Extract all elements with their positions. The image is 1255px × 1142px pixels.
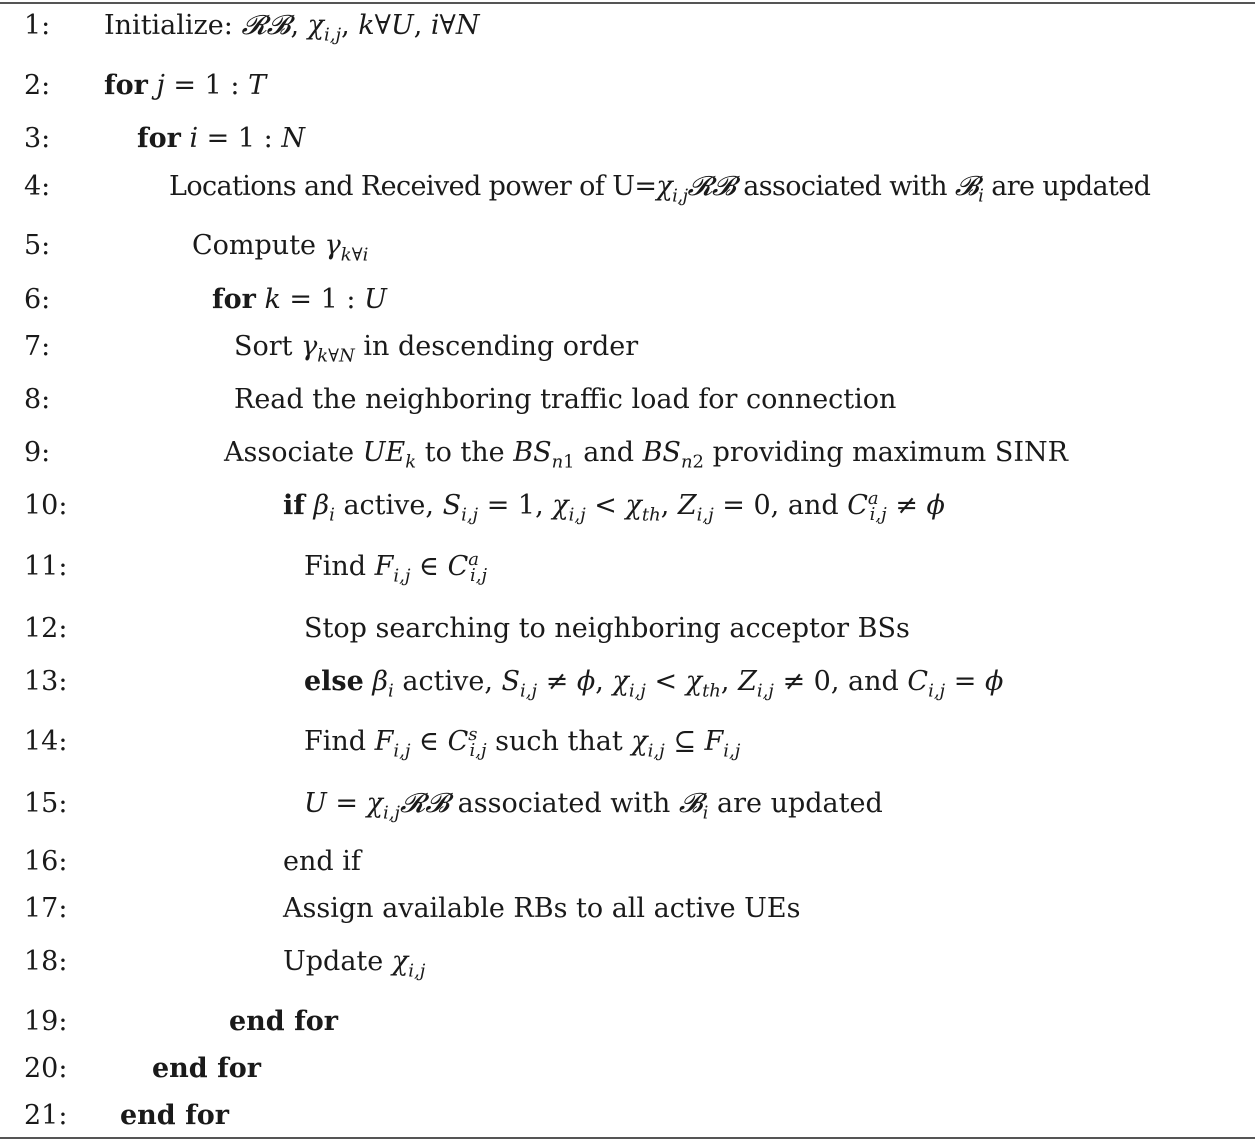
line-content: end if [283, 846, 361, 877]
line-number: 9: [24, 437, 51, 468]
algorithm-line-21 [0, 1094, 1255, 1138]
line-number: 15: [24, 788, 68, 819]
line-number: 7: [24, 331, 51, 362]
line-content: Compute $\gamma_{k\forall i}$ [192, 230, 369, 266]
line-number: 10: [24, 490, 68, 521]
line-number: 17: [24, 893, 68, 924]
algorithm-line-7 [0, 325, 1255, 369]
line-number: 16: [24, 846, 68, 877]
line-number: 13: [24, 666, 68, 697]
line-content: end for [152, 1053, 261, 1084]
line-content: for k = 1 : U [212, 284, 387, 315]
line-number: 21: [24, 1100, 68, 1131]
line-content: end for [229, 1006, 338, 1037]
line-content: Initialize: 𝓡𝓑, $\chi_{i,j}$, k∀U, i∀N [104, 10, 480, 46]
line-number: 6: [24, 284, 51, 315]
line-number: 20: [24, 1053, 68, 1084]
algorithm-line-20 [0, 1047, 1255, 1091]
line-number: 2: [24, 70, 51, 101]
line-content: Find $F_{i,j}$ ∈ $C^a_{i,j}$ [304, 549, 488, 587]
line-number: 3: [24, 123, 51, 154]
line-content: Update $\chi_{i,j}$ [283, 946, 426, 982]
algorithm-line-15 [0, 782, 1255, 826]
bottom-rule [0, 1137, 1255, 1139]
line-number: 11: [24, 551, 68, 582]
line-content: for i = 1 : N [137, 123, 305, 154]
algorithm-line-14 [0, 720, 1255, 764]
algorithm-line-16 [0, 840, 1255, 884]
algorithm-line-10 [0, 484, 1255, 528]
line-content: Read the neighboring traffic load for connection [234, 384, 897, 415]
line-content: end for [120, 1100, 229, 1131]
algorithm-line-17 [0, 887, 1255, 931]
line-content: else $\beta_i$ active, $S_{i,j} \ne \phi$, $\chi_{i,j} < \chi_{th}$, $Z_{i,j} \ne 0$, and $C_{i,j} = \phi$ [304, 666, 1004, 702]
algorithm-line-11 [0, 545, 1255, 589]
line-number: 8: [24, 384, 51, 415]
line-content: Find $F_{i,j}$ ∈ $C^s_{i,j}$ such that $\chi_{i,j}$ ⊆ $F_{i,j}$ [304, 724, 741, 762]
algorithm-line-2 [0, 64, 1255, 108]
algorithm-line-1 [0, 4, 1255, 48]
algorithm-line-19 [0, 1000, 1255, 1044]
line-content: $U = \chi_{i,j}𝓡𝓑$ associated with 𝓑$_i$ are updated [304, 788, 883, 824]
line-number: 1: [24, 10, 51, 41]
algorithm-line-4 [0, 165, 1255, 209]
line-content: Locations and Received power of $U=\chi_{i,j}𝓡𝓑$ associated with 𝓑$_i$ are updated [169, 171, 1151, 207]
line-number: 12: [24, 613, 68, 644]
algorithm-line-3 [0, 117, 1255, 161]
algorithm-line-8 [0, 378, 1255, 422]
line-content: if $\beta_i$ active, $S_{i,j} = 1$, $\chi_{i,j} < \chi_{th}$, $Z_{i,j} = 0$, and $C^a_{i,j} \ne \phi$ [283, 488, 945, 526]
line-number: 19: [24, 1006, 68, 1037]
algorithm-line-6 [0, 278, 1255, 322]
line-content: for j = 1 : T [104, 70, 267, 101]
algorithm-line-13 [0, 660, 1255, 704]
algorithm-line-12 [0, 607, 1255, 651]
algorithm-line-18 [0, 940, 1255, 984]
line-number: 4: [24, 171, 51, 202]
line-number: 18: [24, 946, 68, 977]
line-number: 5: [24, 230, 51, 261]
line-content: Associate $UE_k$ to the $BS_{n1}$ and $BS_{n2}$ providing maximum SINR [224, 437, 1068, 473]
line-number: 14: [24, 726, 68, 757]
algorithm-line-5 [0, 224, 1255, 268]
algorithm-line-9 [0, 431, 1255, 475]
line-content: Assign available RBs to all active UEs [283, 893, 801, 924]
line-content: Stop searching to neighboring acceptor BSs [304, 613, 910, 644]
line-content: Sort $\gamma_{k\forall N}$ in descending order [234, 331, 639, 367]
